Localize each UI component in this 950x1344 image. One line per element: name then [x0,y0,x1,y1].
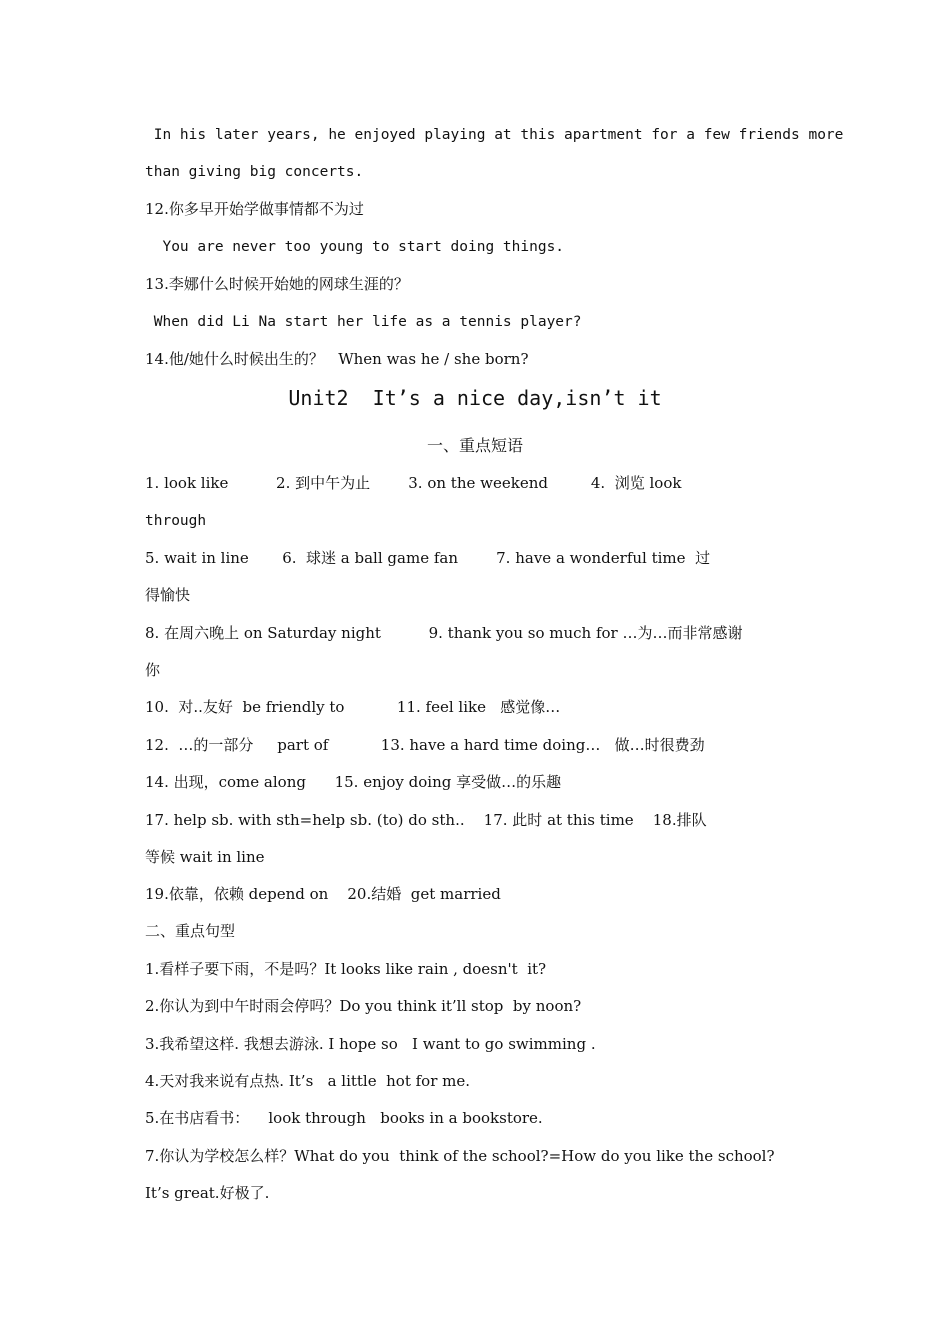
sentence-line: 3.我希望这样. 我想去游泳. I hope so I want to go swimming . [145,1035,596,1053]
sentence-line: It’s great.好极了. [145,1184,270,1202]
text-line: In his later years, he enjoyed playing at this apartment for a few friends more [145,127,844,143]
phrase-line: 12. …的一部分 part of 13. have a hard time doing… 做…时很费劲 [145,736,705,754]
section-heading: 二、重点句型 [145,922,236,940]
phrase-line: 10. 对..友好 be friendly to 11. feel like 感觉像… [145,698,561,716]
unit-title: Unit2 It’s a nice day,isn’t it [288,386,662,410]
text-line: than giving big concerts. [145,164,364,180]
sentence-line: 7.你认为学校怎么样？What do you think of the school?=How do you like the school? [145,1147,775,1165]
phrase-line: through [145,513,207,529]
section-heading: 一、重点短语 [426,436,523,455]
text-line: 13.李娜什么时候开始她的网球生涯的？ [145,275,409,293]
phrase-line: 14. 出现，come along 15. enjoy doing 享受做…的乐趣 [145,773,562,791]
phrase-line: 1. look like 2. 到中午为止 3. on the weekend 4. 浏览 look [145,474,682,492]
phrase-line: 5. wait in line 6. 球迷 a ball game fan 7. have a wonderful time 过 [145,549,711,567]
text-line: 12.你多早开始学做事情都不为过 [145,200,364,218]
sentence-line: 2.你认为到中午时雨会停吗？Do you think it’ll stop by noon? [145,997,582,1015]
phrase-line: 得愉快 [145,586,191,604]
text-line: 14.他/她什么时候出生的？ When was he / she born? [145,350,529,368]
phrase-line: 你 [145,661,161,679]
sentence-line: 1.看样子要下雨，不是吗？It looks like rain , doesn't it? [145,960,547,978]
sentence-line: 5.在书店看书： look through books in a bookstore. [145,1109,543,1127]
phrase-line: 17. help sb. with sth=help sb. (to) do sth.. 17. 此时 at this time 18.排队 [145,811,707,829]
phrase-line: 19.依靠，依赖 depend on 20.结婚 get married [145,885,501,903]
phrase-line: 8. 在周六晚上 on Saturday night 9. thank you so much for …为…而非常感谢 [145,624,743,642]
text-line: You are never too young to start doing things. [145,239,565,255]
phrase-line: 等候 wait in line [145,848,265,866]
sentence-line: 4.天对我来说有点热. It’s a little hot for me. [145,1072,471,1090]
text-line: When did Li Na start her life as a tennis player? [145,314,582,330]
